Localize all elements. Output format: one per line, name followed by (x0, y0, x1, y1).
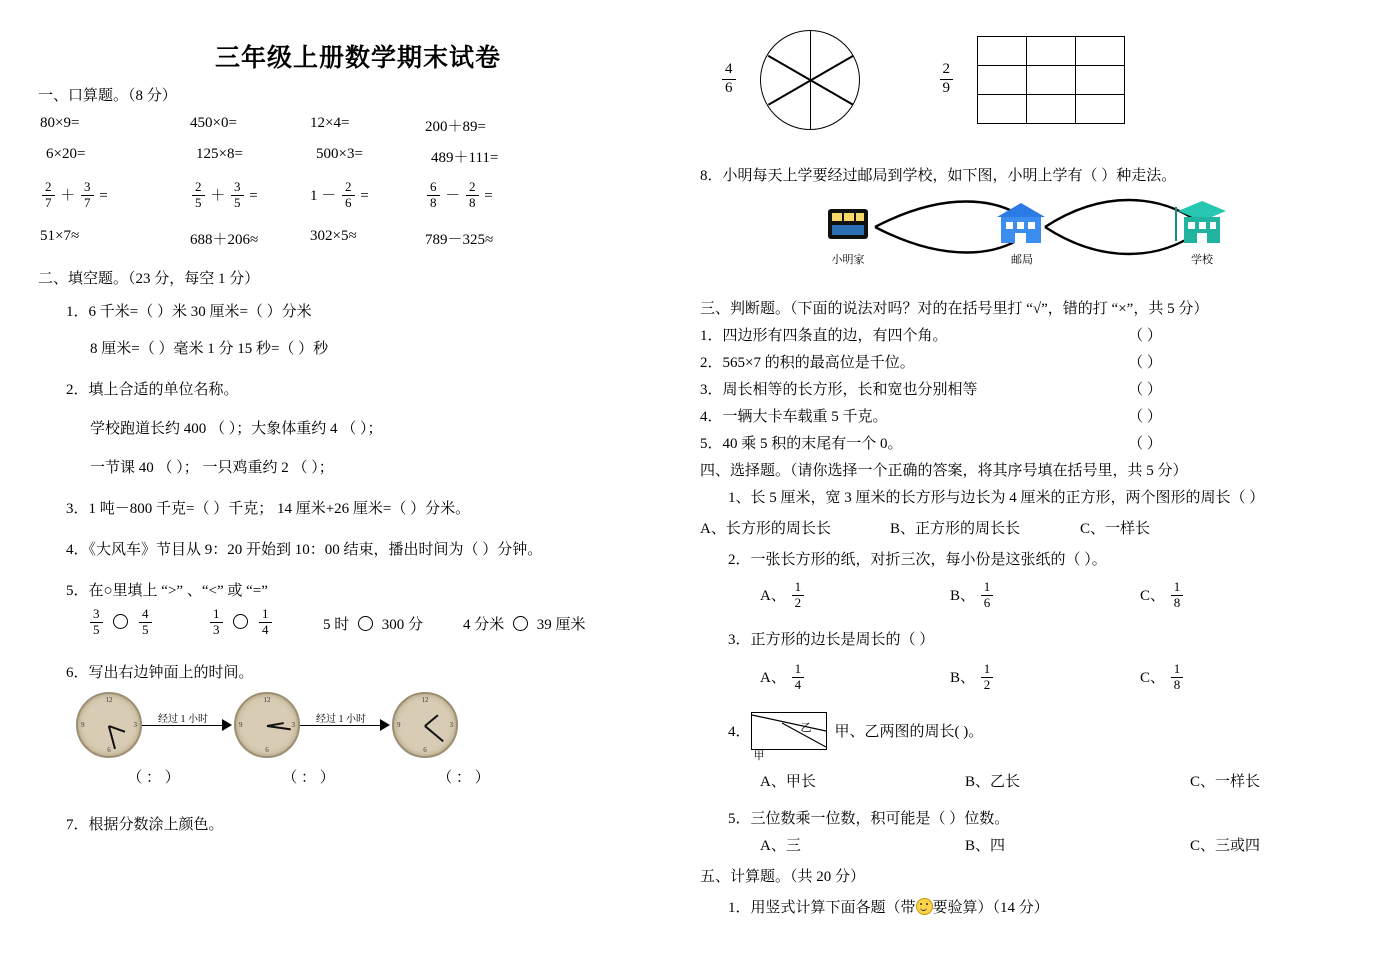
arrow-label: 经过 1 小时 (316, 713, 366, 725)
fill-q3: 3．1 吨－800 千克=（ ）千克； 14 厘米+26 厘米=（ ）分米。 (66, 500, 471, 517)
compare-circle (513, 616, 528, 631)
fraction: $\frac{1}{8}$ (1171, 662, 1184, 693)
choice-1-options (700, 517, 1340, 538)
fraction: $\frac{1}{4}$ (792, 662, 805, 693)
clock-tick-12: 12 (105, 695, 113, 704)
compare-item-4 (463, 613, 613, 634)
oral-item: 200＋89= (425, 119, 486, 135)
compare-item-2 (208, 605, 323, 639)
oral-item: 489＋111= (431, 150, 499, 166)
clock-tick-12: 12 (263, 695, 271, 704)
clock-answer-blanks (76, 766, 678, 787)
section-2-heading: 二、填空题。（23 分，每空 1 分） (38, 270, 260, 287)
compare-circle (113, 614, 128, 629)
fraction: $\frac{1}{2}$ (981, 662, 994, 693)
fraction: $\frac{1}{6}$ (981, 580, 994, 611)
oral-item: 500×3= (316, 146, 363, 162)
oral-row-2 (40, 146, 678, 167)
operator: － (445, 187, 461, 204)
label-yi: 乙 (800, 721, 812, 734)
fill-q2: 2．填上合适的单位名称。 (66, 381, 239, 398)
choice-1-text: 1、长 5 厘米，宽 3 厘米的长方形与边长为 4 厘米的正方形，两个图形的周长（ ） (728, 490, 1265, 506)
choice-5-text: 5．三位数乘一位数，积可能是（ ）位数。 (728, 810, 1010, 827)
clock-tick-6: 6 (265, 745, 269, 754)
oral-item: 6×20= (46, 146, 86, 162)
arrow-2 (300, 713, 392, 734)
fraction: $\frac{1}{4}$ (259, 607, 272, 638)
pie-diagram (760, 30, 860, 130)
option-b[interactable]: B、正方形的周长长 (890, 521, 1021, 537)
fill-q4: 4．《大风车》节目从 9：20 开始到 10：00 结束，播出时间为（ ）分钟。 (66, 541, 543, 558)
judge-blank[interactable]: （ ） (1128, 436, 1162, 452)
option-c[interactable] (1140, 660, 1330, 694)
option-key: C、 (1140, 587, 1166, 604)
compute-q1 (728, 896, 1340, 917)
choice-5-options (760, 834, 1340, 855)
compare-left: 4 分米 (463, 616, 505, 633)
estimate-item: 51×7≈ (40, 227, 80, 244)
clock-tick-3: 3 (291, 720, 295, 729)
clock-face-3 (392, 692, 458, 758)
option-b[interactable]: B、四 (965, 837, 1006, 854)
oral-item: 80×9= (40, 115, 80, 131)
clock-tick-3: 3 (133, 720, 137, 729)
fraction: $\frac{2}{5}$ (192, 180, 205, 211)
compare-circle (233, 614, 248, 629)
fill-q5: 5．在○里填上 “>” 、“<” 或 “=” (66, 582, 268, 599)
equals: = (360, 187, 369, 204)
option-b[interactable]: B、乙长 (965, 773, 1021, 790)
judge-text: 3．周长相等的长方形，长和宽也分别相等 (700, 382, 978, 398)
option-key: A、 (760, 587, 786, 604)
option-b[interactable] (950, 660, 1140, 694)
whole-number: 1 (310, 187, 318, 204)
judge-text: 4．一辆大卡车载重 5 千克。 (700, 409, 888, 425)
clock-minute-hand (267, 725, 291, 730)
fraction: $\frac{2}{8}$ (466, 180, 479, 211)
compare-circle (358, 616, 373, 631)
estimate-item: 688＋206≈ (190, 231, 259, 248)
section-3-heading: 三、判断题。（下面的说法对吗？对的在括号里打 “√”，错的打 “×”，共 5 分） (700, 301, 1209, 317)
clock-tick-12: 12 (421, 695, 429, 704)
oral-item: 125×8= (196, 146, 243, 162)
clock-face-2 (234, 692, 300, 758)
compute-q1-pre: 1．用竖式计算下面各题（带 (728, 899, 916, 916)
page-title: 三年级上册数学期末试卷 (214, 44, 501, 72)
option-key: C、 (1140, 669, 1166, 686)
judge-blank[interactable]: （ ） (1128, 409, 1162, 425)
estimate-item: 302×5≈ (310, 227, 357, 244)
choice-2-options (760, 581, 1340, 612)
fraction: $\frac{1}{8}$ (1171, 580, 1184, 611)
choice-4-number: 4． (728, 724, 751, 741)
fraction: $\frac{3}{7}$ (81, 180, 94, 211)
choice-4-text (728, 712, 1340, 762)
fill-q2b: 一节课 40 （ ）； 一只鸡重约 2 （ ）； (90, 459, 334, 476)
clock-blank[interactable]: （ ： ） (127, 769, 180, 786)
compare-item-1 (88, 605, 208, 639)
left-column (38, 0, 678, 838)
section-1-heading: 一、口算题。（8 分） (38, 88, 177, 104)
operator: ＋ (60, 187, 76, 204)
option-key: A、 (760, 669, 786, 686)
estimate-row (40, 228, 678, 249)
compare-row (88, 605, 678, 639)
judge-item (700, 324, 1340, 345)
fill-q6: 6．写出右边钟面上的时间。 (66, 664, 254, 681)
option-c[interactable] (1140, 581, 1330, 612)
choice-4-options (760, 770, 1340, 791)
judge-blank[interactable]: （ ） (1128, 355, 1162, 371)
oral-row-1 (40, 115, 678, 136)
judge-blank[interactable]: （ ） (1128, 382, 1162, 398)
map-label-school: 学校 (1191, 254, 1213, 266)
fraction: $\frac{3}{5}$ (90, 607, 103, 638)
route-map-canvas (800, 195, 1240, 283)
equals: = (249, 187, 258, 204)
fill-q1a: 1．6 千米=（ ）米 30 厘米=（ ）分米 (66, 303, 312, 320)
clock-blank[interactable]: （ ： ） (437, 769, 490, 786)
map-label-post-office: 邮局 (1011, 254, 1033, 266)
fraction-expression-3 (310, 181, 425, 212)
post-office-icon (993, 201, 1045, 243)
choice-3-options (760, 660, 1340, 694)
compare-right: 300 分 (381, 616, 424, 633)
option-key: B、 (950, 669, 976, 686)
arrow-label: 经过 1 小时 (158, 713, 208, 725)
oral-fraction-row (40, 181, 678, 212)
fill-q1b: 8 厘米=（ ）毫米 1 分 15 秒=（ ）秒 (90, 340, 329, 357)
estimate-item: 789－325≈ (425, 231, 494, 248)
fraction: $\frac{1}{2}$ (792, 580, 805, 611)
shape-figure-jia-yi (751, 712, 827, 762)
compare-right: 39 厘米 (536, 616, 586, 633)
choice-2-text: 2．一张长方形的纸，对折三次，每小份是这张纸的（ ）。 (728, 552, 1107, 568)
school-icon (1172, 199, 1224, 241)
home-icon (822, 203, 874, 245)
right-column (700, 0, 1340, 921)
clock-minute-hand (424, 725, 443, 742)
fill-q8: 8．小明每天上学要经过邮局到学校，如下图，小明上学有（ ）种走法。 (700, 168, 1177, 184)
option-a[interactable]: A、长方形的周长长 (700, 521, 831, 537)
clock-tick-6: 6 (423, 745, 427, 754)
fraction-expression-4 (425, 181, 555, 212)
fill-q2a: 学校跑道长约 400 （ ）；大象体重约 4 （ ）； (90, 420, 383, 437)
equals: = (484, 187, 493, 204)
option-c[interactable]: C、三或四 (1190, 837, 1261, 854)
fraction-pie-label: $\frac{4}{6}$ (722, 61, 736, 97)
fraction-grid-label: $\frac{2}{9}$ (940, 61, 954, 97)
clock-tick-9: 9 (397, 720, 401, 729)
map-label-home: 小明家 (831, 254, 865, 266)
coloring-figures (720, 30, 1340, 130)
fraction-expression-2 (190, 181, 310, 212)
option-c[interactable]: C、一样长 (1080, 521, 1151, 537)
option-a[interactable]: A、三 (760, 837, 801, 854)
clock-tick-9: 9 (81, 720, 85, 729)
option-a[interactable]: A、甲长 (760, 773, 816, 790)
label-jia: 甲 (753, 749, 765, 762)
fraction: $\frac{2}{7}$ (42, 180, 55, 211)
section-5-heading: 五、计算题。（共 20 分） (700, 868, 866, 885)
smiley-icon (916, 898, 933, 915)
option-a[interactable] (760, 581, 950, 612)
compute-q1-post: 要验算）（14 分） (932, 899, 1049, 916)
operator: － (321, 187, 337, 204)
clock-tick-6: 6 (107, 745, 111, 754)
fraction: $\frac{3}{5}$ (231, 180, 244, 211)
clock-blank[interactable]: （ ： ） (282, 769, 335, 786)
judge-item (700, 432, 1340, 453)
clock-sequence (76, 692, 678, 758)
choice-4-tail: 甲、乙两图的周长( )。 (834, 724, 984, 741)
grid-diagram (977, 36, 1125, 124)
clock-face-1 (76, 692, 142, 758)
judge-item (700, 351, 1340, 372)
oral-item: 450×0= (190, 115, 237, 131)
option-b[interactable] (950, 581, 1140, 612)
clock-hour-hand (424, 714, 438, 727)
fraction: $\frac{4}{5}$ (139, 607, 152, 638)
judge-text: 2．565×7 的积的最高位是千位。 (700, 355, 915, 371)
arrow-1 (142, 713, 234, 734)
option-c[interactable]: C、一样长 (1190, 773, 1261, 790)
judge-blank[interactable]: （ ） (1128, 328, 1162, 344)
judge-item (700, 405, 1340, 426)
choice-3-text: 3．正方形的边长是周长的（ ） (728, 631, 935, 648)
clock-tick-3: 3 (449, 720, 453, 729)
fraction: $\frac{1}{3}$ (210, 607, 223, 638)
route-map (700, 195, 1340, 283)
compare-item-3 (323, 613, 463, 634)
option-key: B、 (950, 587, 976, 604)
judge-text: 5．40 乘 5 积的末尾有一个 0。 (700, 436, 903, 452)
clock-tick-9: 9 (239, 720, 243, 729)
equals: = (99, 187, 108, 204)
option-a[interactable] (760, 660, 950, 694)
judge-item (700, 378, 1340, 399)
fraction: $\frac{6}{8}$ (427, 180, 440, 211)
fraction: $\frac{2}{6}$ (342, 180, 355, 211)
fraction-expression-1 (40, 181, 190, 212)
fill-q7: 7．根据分数涂上颜色。 (66, 816, 224, 833)
oral-item: 12×4= (310, 115, 350, 131)
judge-text: 1．四边形有四条直的边，有四个角。 (700, 328, 948, 344)
operator: ＋ (210, 187, 226, 204)
compare-left: 5 时 (323, 616, 350, 633)
section-4-heading: 四、选择题。（请你选择一个正确的答案，将其序号填在括号里，共 5 分） (700, 463, 1188, 479)
